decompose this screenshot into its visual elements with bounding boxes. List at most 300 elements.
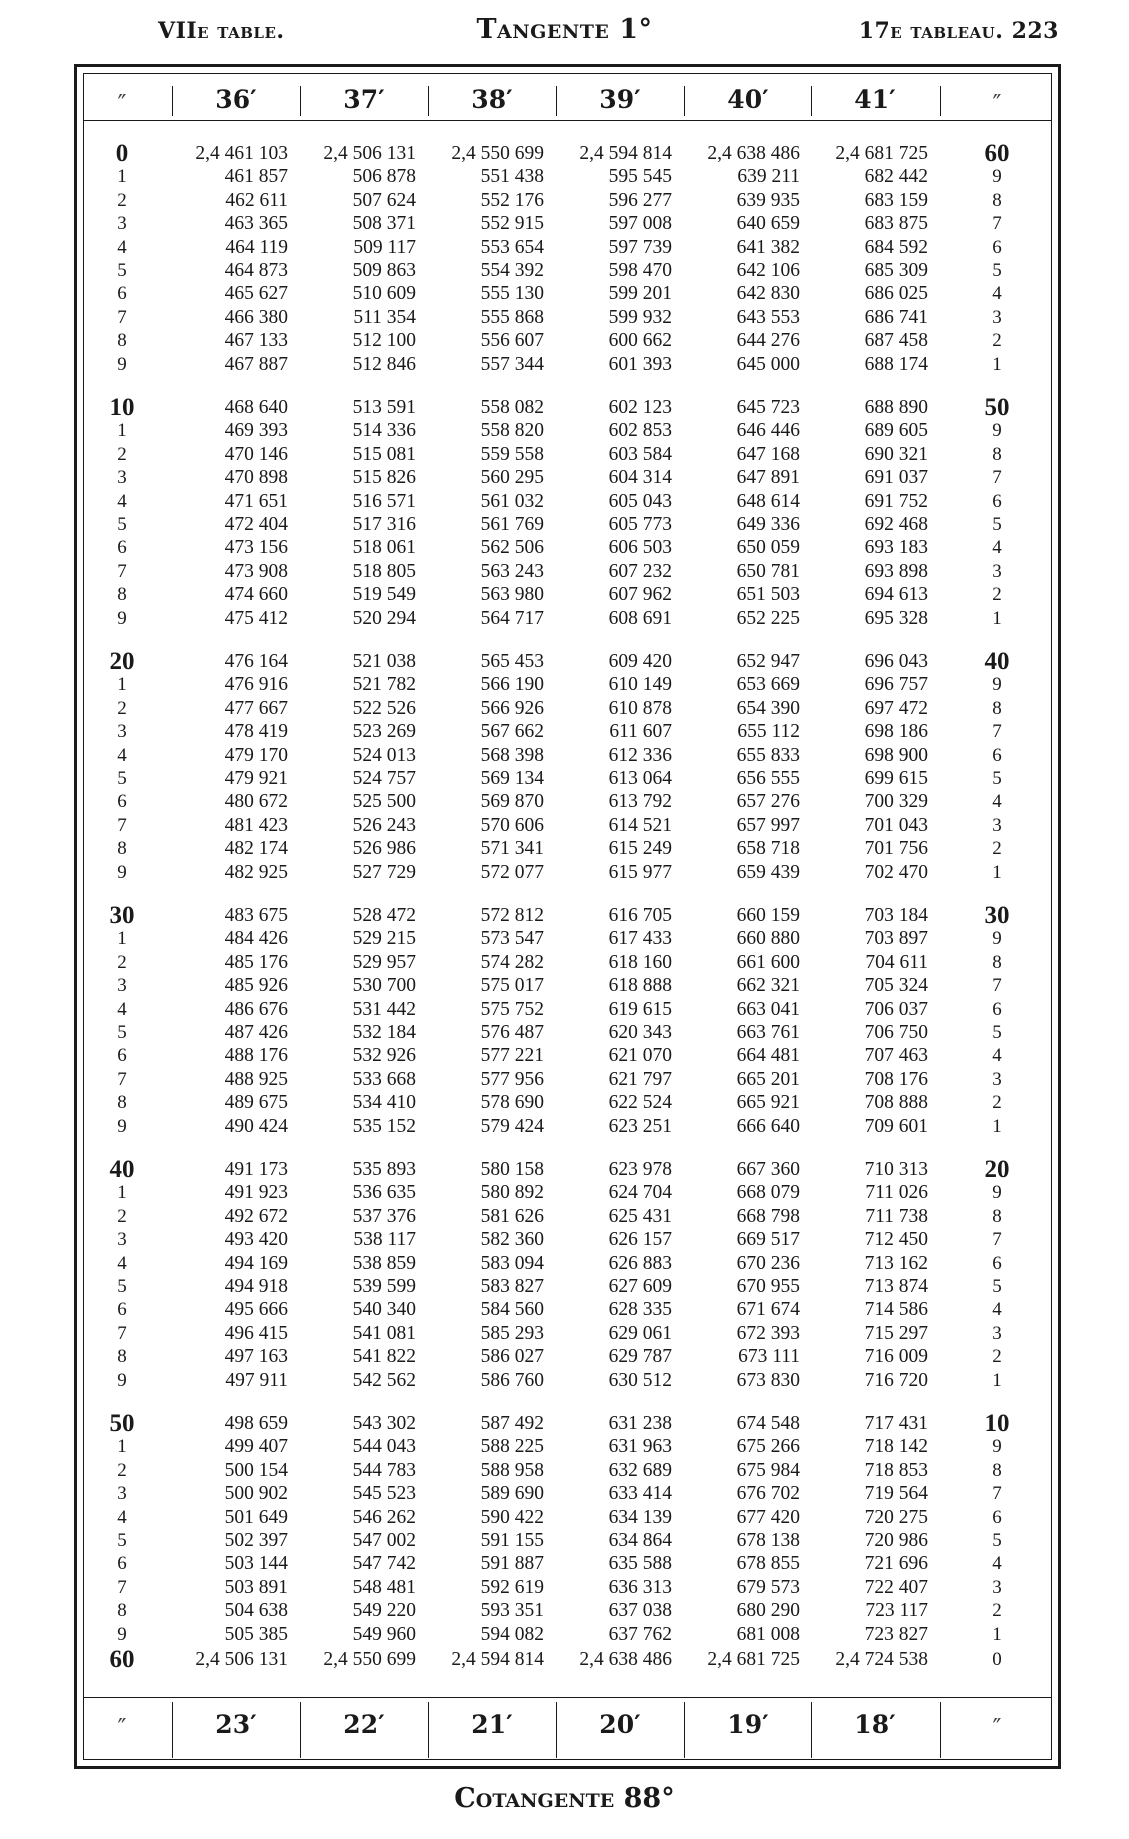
table-cell: 586 760	[480, 1369, 544, 1391]
table-cell: 645 000	[736, 353, 800, 375]
table-cell: 629 061	[608, 1322, 672, 1344]
table-cell: 712 450	[864, 1229, 928, 1251]
table-cell: 717 431	[864, 1413, 928, 1434]
table-cell: 696 757	[864, 674, 928, 696]
table-cell: 539 599	[352, 1276, 416, 1297]
table-cell: 655 112	[737, 721, 800, 743]
table-cell: 640 659	[736, 213, 800, 235]
table-cell: 613 064	[608, 768, 672, 789]
seconds-right-label: 1	[992, 1115, 1002, 1137]
table-cell: 485 926	[224, 975, 288, 997]
table-cell: 723 117	[865, 1600, 928, 1622]
table-cell: 608 691	[608, 607, 672, 629]
table-cell: 2,4 594 814	[579, 143, 672, 164]
table-cell: 603 584	[608, 443, 672, 465]
table-cell: 698 186	[864, 721, 928, 743]
footer-rule	[83, 1697, 1052, 1698]
seconds-left-label: 3	[117, 467, 127, 489]
column-separator	[428, 86, 429, 116]
table-cell: 697 472	[864, 697, 928, 719]
seconds-left-label: 2	[117, 443, 127, 465]
table-cell: 627 609	[608, 1276, 672, 1297]
table-cell: 701 756	[864, 838, 928, 860]
seconds-right-label: 10	[984, 1410, 1010, 1437]
table-cell: 470 898	[224, 467, 288, 489]
table-cell: 677 420	[736, 1506, 800, 1528]
table-cell: 491 923	[224, 1182, 288, 1204]
table-cell: 635 588	[608, 1553, 672, 1575]
table-cell: 503 144	[224, 1553, 288, 1575]
table-cell: 660 159	[736, 905, 800, 926]
table-cell: 468 640	[224, 397, 288, 418]
table-cell: 464 873	[224, 260, 288, 281]
table-cell: 634 139	[608, 1506, 672, 1528]
table-cell: 693 898	[864, 560, 928, 582]
table-cell: 672 393	[736, 1322, 800, 1344]
table-cell: 708 176	[864, 1068, 928, 1090]
table-cell: 566 190	[480, 674, 544, 696]
seconds-left-label: 7	[117, 814, 127, 836]
seconds-left-label: 1	[117, 928, 127, 950]
table-cell: 509 863	[352, 260, 416, 281]
table-cell: 493 420	[224, 1229, 288, 1251]
seconds-right-label: 9	[992, 928, 1002, 950]
table-cell: 545 523	[352, 1483, 416, 1505]
table-cell: 632 689	[608, 1459, 672, 1481]
table-cell: 718 853	[864, 1459, 928, 1481]
seconds-right-label: 7	[992, 721, 1002, 743]
table-cell: 619 615	[608, 998, 672, 1020]
table-cell: 577 956	[480, 1068, 544, 1090]
page-footer-title: Cotangente 88°	[454, 1783, 675, 1814]
table-cell: 507 624	[352, 189, 416, 211]
seconds-right-label: 2	[992, 330, 1002, 352]
table-cell: 2,4 724 538	[835, 1649, 928, 1670]
seconds-left-label: 4	[117, 998, 127, 1020]
table-cell: 693 183	[864, 537, 928, 559]
table-cell: 559 558	[480, 443, 544, 465]
table-cell: 525 500	[352, 791, 416, 813]
table-cell: 599 201	[608, 283, 672, 305]
seconds-right-label: 0	[992, 1649, 1002, 1670]
seconds-left-label: 6	[117, 1299, 127, 1321]
table-cell: 555 868	[480, 306, 544, 328]
table-cell: 521 782	[352, 674, 416, 696]
table-cell: 477 667	[224, 697, 288, 719]
table-cell: 617 433	[608, 928, 672, 950]
table-cell: 532 926	[352, 1045, 416, 1067]
table-cell: 472 404	[224, 514, 288, 535]
table-cell: 698 900	[864, 744, 928, 766]
table-cell: 531 442	[352, 998, 416, 1020]
column-separator	[684, 86, 685, 116]
table-cell: 679 573	[736, 1576, 800, 1598]
table-cell: 522 526	[352, 697, 416, 719]
table-cell: 615 249	[608, 838, 672, 860]
table-cell: 2,4 550 699	[451, 143, 544, 164]
table-cell: 715 297	[864, 1322, 928, 1344]
table-cell: 713 874	[864, 1276, 928, 1297]
table-cell: 721 696	[864, 1553, 928, 1575]
table-cell: 657 276	[736, 791, 800, 813]
table-cell: 618 160	[608, 951, 672, 973]
seconds-right-label: 8	[992, 1459, 1002, 1481]
seconds-left-label: 5	[117, 514, 127, 535]
table-cell: 711 026	[865, 1182, 928, 1204]
minute-footer: 21′	[471, 1710, 513, 1739]
table-cell: 601 393	[608, 353, 672, 375]
table-cell: 521 038	[352, 651, 416, 672]
seconds-right-label: 1	[992, 1623, 1002, 1645]
table-cell: 2,4 550 699	[323, 1649, 416, 1670]
seconds-left-label: 7	[117, 560, 127, 582]
table-cell: 622 524	[608, 1092, 672, 1114]
table-cell: 532 184	[352, 1022, 416, 1043]
table-cell: 572 077	[480, 861, 544, 883]
table-cell: 470 146	[224, 443, 288, 465]
table-cell: 628 335	[608, 1299, 672, 1321]
table-cell: 2,4 638 486	[707, 143, 800, 164]
table-cell: 503 891	[224, 1576, 288, 1598]
seconds-right-label: 3	[992, 814, 1002, 836]
table-cell: 495 666	[224, 1299, 288, 1321]
table-cell: 664 481	[736, 1045, 800, 1067]
table-cell: 593 351	[480, 1600, 544, 1622]
table-cell: 637 038	[608, 1600, 672, 1622]
table-cell: 626 883	[608, 1252, 672, 1274]
table-cell: 605 043	[608, 490, 672, 512]
table-cell: 641 382	[736, 236, 800, 258]
table-cell: 700 329	[864, 791, 928, 813]
seconds-right-label: 4	[992, 283, 1002, 305]
seconds-left-label: 7	[117, 1322, 127, 1344]
table-cell: 561 032	[480, 490, 544, 512]
table-cell: 529 215	[352, 928, 416, 950]
table-cell: 720 275	[864, 1506, 928, 1528]
table-cell: 582 360	[480, 1229, 544, 1251]
table-cell: 662 321	[736, 975, 800, 997]
seconds-right-label: 4	[992, 1553, 1002, 1575]
seconds-left-label: 2	[117, 1205, 127, 1227]
table-cell: 544 043	[352, 1436, 416, 1458]
table-cell: 506 878	[352, 166, 416, 188]
table-cell: 684 592	[864, 236, 928, 258]
seconds-left-label: 8	[117, 838, 127, 860]
seconds-right-label: 40	[984, 648, 1010, 675]
table-cell: 578 690	[480, 1092, 544, 1114]
table-cell: 623 251	[608, 1115, 672, 1137]
seconds-left-label: 8	[117, 1600, 127, 1622]
table-cell: 465 627	[224, 283, 288, 305]
table-cell: 528 472	[352, 905, 416, 926]
table-cell: 650 059	[736, 537, 800, 559]
table-cell: 511 354	[353, 306, 416, 328]
seconds-footer-right: ″	[992, 1714, 1002, 1742]
seconds-left-label: 50	[109, 1410, 135, 1437]
table-cell: 500 154	[224, 1459, 288, 1481]
table-cell: 611 607	[609, 721, 672, 743]
table-cell: 604 314	[608, 467, 672, 489]
table-cell: 558 082	[480, 397, 544, 418]
table-cell: 630 512	[608, 1369, 672, 1391]
table-cell: 573 547	[480, 928, 544, 950]
header-rule	[83, 120, 1052, 121]
table-cell: 541 081	[352, 1322, 416, 1344]
table-cell: 607 962	[608, 584, 672, 606]
table-cell: 655 833	[736, 744, 800, 766]
seconds-right-label: 9	[992, 1436, 1002, 1458]
table-cell: 467 887	[224, 353, 288, 375]
seconds-right-label: 5	[992, 768, 1002, 789]
table-cell: 505 385	[224, 1623, 288, 1645]
table-cell: 718 142	[864, 1436, 928, 1458]
table-cell: 623 978	[608, 1159, 672, 1180]
table-cell: 486 676	[224, 998, 288, 1020]
table-cell: 542 562	[352, 1369, 416, 1391]
table-cell: 591 887	[480, 1553, 544, 1575]
running-header-left: VIIe table.	[158, 18, 285, 44]
table-cell: 646 446	[736, 420, 800, 442]
table-cell: 661 600	[736, 951, 800, 973]
table-cell: 530 700	[352, 975, 416, 997]
table-cell: 563 980	[480, 584, 544, 606]
table-cell: 535 893	[352, 1159, 416, 1180]
table-cell: 683 875	[864, 213, 928, 235]
seconds-right-label: 8	[992, 189, 1002, 211]
seconds-left-label: 2	[117, 951, 127, 973]
table-cell: 546 262	[352, 1506, 416, 1528]
seconds-right-label: 1	[992, 861, 1002, 883]
table-cell: 474 660	[224, 584, 288, 606]
table-cell: 570 606	[480, 814, 544, 836]
minute-footer: 22′	[343, 1710, 385, 1739]
seconds-right-label: 6	[992, 998, 1002, 1020]
table-cell: 597 739	[608, 236, 672, 258]
table-cell: 673 111	[738, 1346, 800, 1368]
table-cell: 549 960	[352, 1623, 416, 1645]
minute-footer: 20′	[599, 1710, 641, 1739]
table-cell: 643 553	[736, 306, 800, 328]
table-cell: 669 517	[736, 1229, 800, 1251]
seconds-right-label: 4	[992, 537, 1002, 559]
table-cell: 714 586	[864, 1299, 928, 1321]
seconds-left-label: 8	[117, 1092, 127, 1114]
table-cell: 692 468	[864, 514, 928, 535]
seconds-left-label: 9	[117, 607, 127, 629]
seconds-left-label: 8	[117, 584, 127, 606]
table-cell: 658 718	[736, 838, 800, 860]
table-cell: 613 792	[608, 791, 672, 813]
table-cell: 625 431	[608, 1205, 672, 1227]
table-cell: 516 571	[352, 490, 416, 512]
seconds-left-label: 1	[117, 166, 127, 188]
table-cell: 492 672	[224, 1205, 288, 1227]
table-cell: 467 133	[224, 330, 288, 352]
column-separator	[300, 1702, 301, 1758]
table-cell: 488 176	[224, 1045, 288, 1067]
table-cell: 568 398	[480, 744, 544, 766]
table-cell: 671 674	[736, 1299, 800, 1321]
seconds-right-label: 30	[984, 902, 1010, 929]
seconds-right-label: 4	[992, 791, 1002, 813]
table-cell: 538 117	[353, 1229, 416, 1251]
table-cell: 488 925	[224, 1068, 288, 1090]
table-cell: 564 717	[480, 607, 544, 629]
table-cell: 696 043	[864, 651, 928, 672]
table-cell: 509 117	[353, 236, 416, 258]
table-cell: 462 611	[225, 189, 288, 211]
table-cell: 644 276	[736, 330, 800, 352]
seconds-right-label: 5	[992, 514, 1002, 535]
table-cell: 610 149	[608, 674, 672, 696]
seconds-left-label: 5	[117, 1276, 127, 1297]
table-cell: 497 911	[225, 1369, 288, 1391]
seconds-left-label: 1	[117, 420, 127, 442]
table-cell: 551 438	[480, 166, 544, 188]
table-cell: 678 855	[736, 1553, 800, 1575]
table-cell: 547 002	[352, 1530, 416, 1551]
table-cell: 649 336	[736, 514, 800, 535]
table-cell: 647 168	[736, 443, 800, 465]
table-cell: 642 106	[736, 260, 800, 281]
table-cell: 703 897	[864, 928, 928, 950]
table-cell: 615 977	[608, 861, 672, 883]
seconds-left-label: 1	[117, 1182, 127, 1204]
table-cell: 510 609	[352, 283, 416, 305]
table-cell: 673 830	[736, 1369, 800, 1391]
table-cell: 2,4 681 725	[835, 143, 928, 164]
table-cell: 668 079	[736, 1182, 800, 1204]
table-cell: 482 925	[224, 861, 288, 883]
column-separator	[811, 86, 812, 116]
seconds-right-label: 4	[992, 1045, 1002, 1067]
table-cell: 689 605	[864, 420, 928, 442]
seconds-left-label: 9	[117, 1369, 127, 1391]
table-cell: 577 221	[480, 1045, 544, 1067]
seconds-left-label: 4	[117, 236, 127, 258]
table-cell: 555 130	[480, 283, 544, 305]
table-cell: 549 220	[352, 1600, 416, 1622]
table-cell: 591 155	[480, 1530, 544, 1551]
table-cell: 2,4 461 103	[195, 143, 288, 164]
seconds-right-label: 3	[992, 1068, 1002, 1090]
table-cell: 524 757	[352, 768, 416, 789]
seconds-left-label: 4	[117, 1506, 127, 1528]
table-cell: 579 424	[480, 1115, 544, 1137]
seconds-left-label: 3	[117, 1229, 127, 1251]
table-cell: 598 470	[608, 260, 672, 281]
table-cell: 557 344	[480, 353, 544, 375]
table-cell: 634 864	[608, 1530, 672, 1551]
table-cell: 637 762	[608, 1623, 672, 1645]
table-cell: 464 119	[225, 236, 288, 258]
seconds-left-label: 3	[117, 1483, 127, 1505]
table-cell: 629 787	[608, 1346, 672, 1368]
table-cell: 580 158	[480, 1159, 544, 1180]
table-cell: 599 932	[608, 306, 672, 328]
seconds-left-label: 30	[109, 902, 135, 929]
table-cell: 2,4 506 131	[323, 143, 416, 164]
table-cell: 654 390	[736, 697, 800, 719]
table-cell: 514 336	[352, 420, 416, 442]
table-cell: 518 061	[352, 537, 416, 559]
seconds-right-label: 9	[992, 420, 1002, 442]
table-cell: 540 340	[352, 1299, 416, 1321]
table-cell: 597 008	[608, 213, 672, 235]
seconds-left-label: 5	[117, 260, 127, 281]
table-cell: 552 915	[480, 213, 544, 235]
table-cell: 674 548	[736, 1413, 800, 1434]
seconds-left-label: 5	[117, 768, 127, 789]
seconds-right-label: 5	[992, 260, 1002, 281]
minute-header: 39′	[599, 85, 641, 114]
seconds-right-label: 7	[992, 975, 1002, 997]
table-cell: 633 414	[608, 1483, 672, 1505]
table-cell: 499 407	[224, 1436, 288, 1458]
table-cell: 614 521	[608, 814, 672, 836]
table-cell: 500 902	[224, 1483, 288, 1505]
table-cell: 670 236	[736, 1252, 800, 1274]
table-cell: 722 407	[864, 1576, 928, 1598]
table-cell: 694 613	[864, 584, 928, 606]
table-cell: 680 290	[736, 1600, 800, 1622]
table-cell: 476 164	[224, 651, 288, 672]
seconds-right-label: 6	[992, 236, 1002, 258]
table-cell: 466 380	[224, 306, 288, 328]
table-cell: 544 783	[352, 1459, 416, 1481]
seconds-left-label: 6	[117, 283, 127, 305]
table-cell: 558 820	[480, 420, 544, 442]
table-cell: 626 157	[608, 1229, 672, 1251]
seconds-left-label: 6	[117, 1553, 127, 1575]
seconds-left-label: 20	[109, 648, 135, 675]
table-cell: 688 890	[864, 397, 928, 418]
table-cell: 569 870	[480, 791, 544, 813]
seconds-left-label: 6	[117, 1045, 127, 1067]
table-cell: 562 506	[480, 537, 544, 559]
table-cell: 610 878	[608, 697, 672, 719]
table-cell: 484 426	[224, 928, 288, 950]
table-cell: 594 082	[480, 1623, 544, 1645]
seconds-left-label: 7	[117, 1576, 127, 1598]
seconds-right-label: 5	[992, 1276, 1002, 1297]
seconds-right-label: 8	[992, 443, 1002, 465]
table-cell: 607 232	[608, 560, 672, 582]
table-cell: 631 238	[608, 1413, 672, 1434]
table-cell: 2,4 681 725	[707, 1649, 800, 1670]
column-separator	[428, 1702, 429, 1758]
seconds-left-label: 3	[117, 975, 127, 997]
table-cell: 686 025	[864, 283, 928, 305]
column-separator	[172, 86, 173, 116]
seconds-right-label: 5	[992, 1530, 1002, 1551]
table-cell: 583 094	[480, 1252, 544, 1274]
table-cell: 515 081	[352, 443, 416, 465]
seconds-left-label: 7	[117, 1068, 127, 1090]
table-cell: 502 397	[224, 1530, 288, 1551]
table-cell: 621 797	[608, 1068, 672, 1090]
table-cell: 584 560	[480, 1299, 544, 1321]
table-cell: 481 423	[224, 814, 288, 836]
table-cell: 589 690	[480, 1483, 544, 1505]
seconds-right-label: 3	[992, 1576, 1002, 1598]
table-cell: 648 614	[736, 490, 800, 512]
table-cell: 707 463	[864, 1045, 928, 1067]
seconds-right-label: 8	[992, 697, 1002, 719]
table-cell: 585 293	[480, 1322, 544, 1344]
table-cell: 606 503	[608, 537, 672, 559]
minute-footer: 19′	[727, 1710, 769, 1739]
